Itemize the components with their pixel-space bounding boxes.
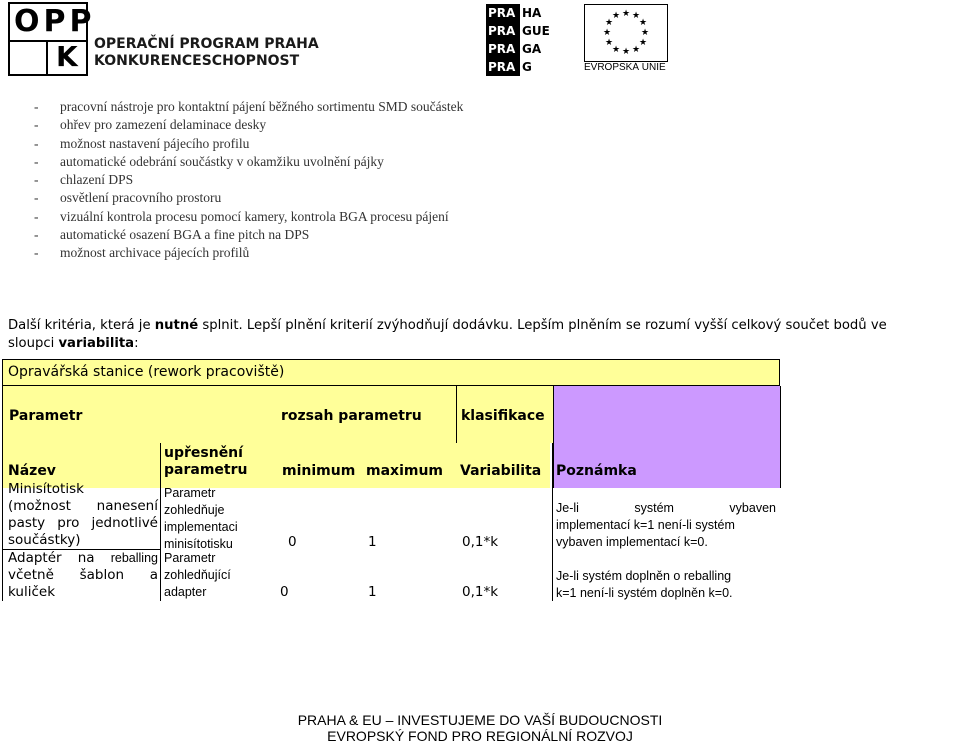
list-item-text: ohřev pro zamezení delaminace desky — [60, 117, 267, 133]
bullet-dash: - — [34, 227, 39, 243]
cell-line: implementaci — [164, 520, 238, 534]
cell-line — [8, 498, 158, 515]
para-bold: nutné — [154, 318, 199, 333]
list-item-text: pracovní nástroje pro kontaktní pájení běžného sortimentu SMD součástek — [60, 99, 464, 114]
list-item — [34, 98, 463, 116]
header-upresneni: upřesnění — [164, 445, 243, 461]
header-rozsah: rozsah parametru — [281, 408, 422, 424]
opp-logo — [8, 2, 96, 76]
praha-cell: PRA — [486, 40, 520, 58]
cell-line — [8, 515, 158, 532]
bullet-dash: - — [34, 190, 39, 206]
list-item — [34, 189, 463, 207]
bullet-dash: - — [34, 153, 39, 169]
svg-text:★: ★ — [611, 45, 621, 55]
row1-variabilita: 0,1*k — [462, 534, 499, 550]
bullet-dash: - — [34, 245, 39, 261]
cell-word: (možnost — [8, 498, 71, 514]
list-item — [34, 226, 463, 244]
cell-word: Je-li — [556, 501, 579, 515]
praha-cell: GA — [520, 40, 554, 58]
header-variabilita: Variabilita — [460, 463, 542, 479]
praha-cell: PRA — [486, 4, 520, 22]
praha-logo — [486, 4, 558, 76]
svg-text:★: ★ — [604, 38, 614, 48]
svg-text:★: ★ — [638, 18, 648, 28]
cell-word: pasty — [8, 515, 46, 531]
cell-word: vybaven — [729, 501, 776, 515]
list-item — [34, 171, 463, 189]
footer-line2: EVROPSKÝ FOND PRO REGIONÁLNÍ ROZVOJ — [327, 728, 633, 744]
list-item-text: automatické osazení BGA a fine pitch na DPS — [60, 227, 310, 243]
praha-cell: PRA — [486, 58, 520, 76]
bullet-dash: - — [34, 117, 39, 133]
list-item-text: automatické odebrání součástky v okamžiku uvolnění pájky — [60, 153, 384, 169]
row1-upresneni — [164, 485, 238, 553]
cell-line: zohledňuje — [164, 503, 225, 517]
bullet-dash: - — [34, 172, 39, 188]
list-item-text: chlazení DPS — [60, 172, 134, 188]
cell-line: Je-li systém doplněn o reballing — [556, 569, 732, 583]
cell-line: kuliček — [8, 584, 56, 600]
header-upresneni: parametru — [164, 462, 248, 478]
row2-maximum: 1 — [368, 584, 377, 600]
para-bold: variabilita — [58, 336, 135, 351]
cell-line — [8, 550, 158, 567]
row2-variabilita: 0,1*k — [462, 584, 499, 600]
row2-upresneni — [164, 550, 231, 601]
list-item — [34, 135, 463, 153]
row1-nazev — [8, 481, 158, 549]
cell-line: minisítotisku — [164, 537, 233, 551]
praha-cell: PRA — [486, 22, 520, 40]
row2-nazev — [8, 550, 158, 601]
header-klasifikace: klasifikace — [461, 408, 545, 424]
table-body — [2, 479, 780, 601]
svg-text:★: ★ — [621, 9, 631, 19]
cell-word: šablon — [79, 567, 125, 583]
header-minimum: minimum — [282, 463, 356, 479]
para-text: : — [134, 336, 139, 351]
opp-logo-letters: OPP — [14, 4, 96, 39]
cell-line: adapter — [164, 585, 207, 599]
cell-line: vybaven implementací k=0. — [556, 535, 708, 549]
row2-minimum: 0 — [280, 584, 289, 600]
svg-text:★: ★ — [611, 11, 621, 21]
cell-word: včetně — [8, 567, 54, 583]
eu-logo — [584, 4, 680, 74]
list-item-text: možnost nastavení pájecího profilu — [60, 135, 250, 151]
cell-word: nanesení — [96, 498, 158, 514]
opp-logo-k: K — [56, 40, 78, 73]
row1-minimum: 0 — [288, 534, 297, 550]
eu-label: EVROPSKÁ UNIE — [584, 62, 666, 73]
cell-word: pro — [57, 515, 80, 531]
opp-line1: OPERAČNÍ PROGRAM PRAHA — [94, 36, 319, 52]
svg-text:★: ★ — [631, 45, 641, 55]
praha-cell: G — [520, 58, 554, 76]
svg-text:★: ★ — [602, 28, 612, 38]
cell-word: a — [149, 567, 158, 583]
row1-maximum: 1 — [368, 534, 377, 550]
list-item-text: možnost archivace pájecích profilů — [60, 245, 250, 261]
row1-poznamka — [556, 500, 776, 551]
cell-line: Parametr — [164, 486, 216, 500]
praha-cell: HA — [520, 4, 554, 22]
footer — [0, 712, 960, 744]
cell-line — [556, 500, 776, 517]
header-nazev: Název — [8, 463, 56, 479]
cell-line: Parametr — [164, 551, 216, 565]
cell-line: zohledňující — [164, 568, 231, 582]
cell-word: jednotlivé — [91, 515, 158, 531]
svg-text:★: ★ — [631, 11, 641, 21]
bullet-dash: - — [34, 135, 39, 151]
table-header-row — [2, 386, 780, 443]
cell-line: implementací k=1 není-li systém — [556, 518, 735, 532]
eu-flag-icon — [584, 4, 668, 62]
cell-word: na — [77, 550, 95, 566]
bullet-dash: - — [34, 99, 39, 114]
bullet-dash: - — [34, 208, 39, 224]
para-text: splnit. Lepší plnění kriterií zvýhodňují dodávku. Lepším plněním se rozumí vyšší celkový součet bodů ve — [198, 318, 887, 333]
row2-poznamka — [556, 568, 778, 602]
list-item — [34, 244, 463, 262]
cell-word: Adaptér — [8, 550, 62, 566]
list-item-text: osvětlení pracovního prostoru — [60, 190, 222, 206]
svg-text:★: ★ — [638, 38, 648, 48]
criteria-paragraph — [8, 317, 960, 353]
cell-line: součástky) — [8, 532, 81, 548]
svg-text:★: ★ — [640, 28, 650, 38]
header-maximum: maximum — [366, 463, 444, 479]
cell-line — [8, 567, 158, 584]
cell-line: Minisítotisk — [8, 481, 84, 497]
list-item — [34, 153, 463, 171]
table-title: Opravářská stanice (rework pracoviště) — [2, 359, 780, 386]
cell-word: reballing — [110, 551, 158, 565]
svg-text:★: ★ — [621, 47, 631, 57]
feature-list — [34, 98, 463, 263]
cell-line: k=1 není-li systém doplněn k=0. — [556, 586, 733, 600]
para-text: sloupci — [8, 336, 59, 351]
opp-line2: KONKURENCESCHOPNOST — [94, 53, 300, 69]
praha-cell: GUE — [520, 22, 554, 40]
cell-word: systém — [634, 501, 674, 515]
footer-line1: PRAHA & EU – INVESTUJEME DO VAŠÍ BUDOUCNOSTI — [297, 712, 663, 728]
para-text: Další kritéria, která je — [8, 318, 155, 333]
svg-text:★: ★ — [604, 18, 614, 28]
list-item-text: vizuální kontrola procesu pomocí kamery, kontrola BGA procesu pájení — [60, 208, 449, 224]
list-item — [34, 116, 463, 134]
header-poznamka: Poznámka — [556, 463, 637, 479]
opp-program-name — [94, 36, 319, 70]
header-parametr: Parametr — [9, 408, 83, 424]
list-item — [34, 208, 463, 226]
